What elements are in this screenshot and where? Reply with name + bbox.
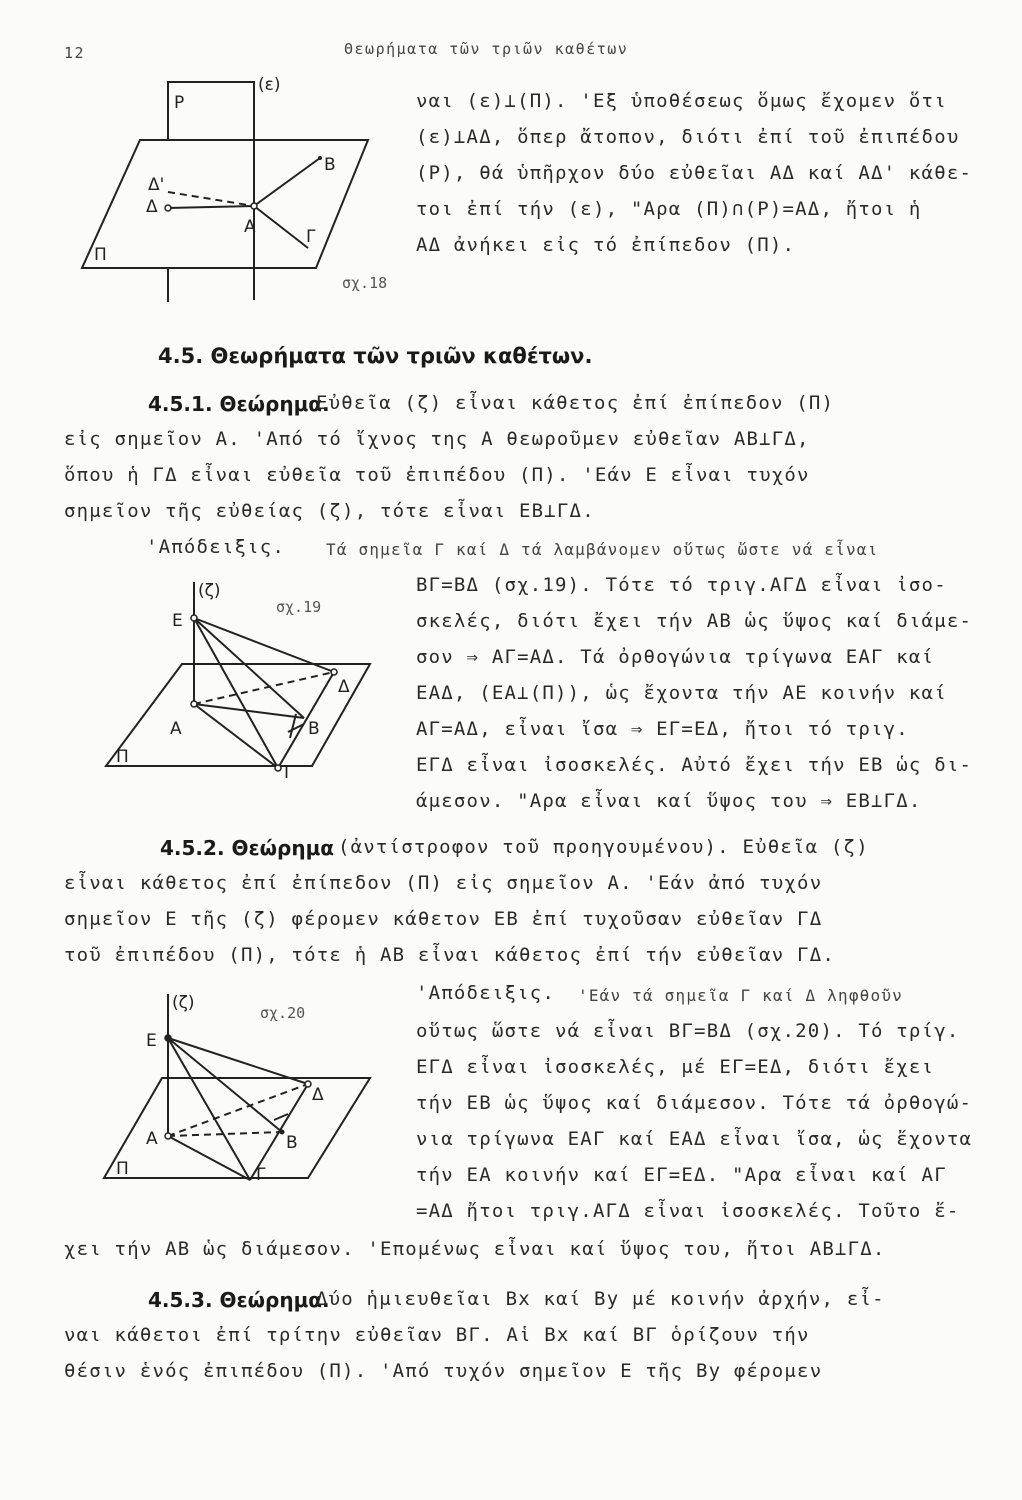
fig20-caption: σχ.20: [260, 1004, 306, 1022]
proof-451-line-6: ΕΓΔ εἶναι ἰσοσκελές. Αὐτό ἔχει τήν ΕΒ ὡς δι-: [416, 754, 973, 776]
fig18-label-g: Γ: [306, 227, 316, 247]
fig20-label-pi: Π: [116, 1159, 129, 1179]
theorem-452-line-4: τοῦ ἐπιπέδου (Π), τότε ἡ ΑΒ εἶναι κάθετος ἐπί τήν εὐθεῖαν ΓΔ.: [64, 944, 835, 966]
figure-20: [100, 990, 400, 1200]
theorem-451-line-1: Εὐθεῖα (ζ) εἶναι κάθετος ἐπί ἐπίπεδον (Π): [316, 392, 835, 414]
intro-line-1: ναι (ε)⊥(Π). 'Εξ ὑποθέσεως ὅμως ἔχομεν ὅτι: [416, 90, 947, 112]
theorem-451-heading: 4.5.1. Θεώρημα.: [148, 392, 330, 416]
fig18-label-p: Ρ: [174, 93, 185, 113]
fig18-plane-r: [168, 268, 254, 302]
fig19-label-pi: Π: [116, 747, 129, 767]
theorem-452-heading: 4.5.2. Θεώρημα: [160, 836, 335, 860]
fig18-label-b: Β: [324, 155, 336, 175]
intro-line-4: τοι ἐπί τήν (ε), "Αρα (Π)∩(Ρ)=ΑΔ, ἤτοι ἡ: [416, 198, 922, 220]
fig18-label-a: Α: [244, 217, 256, 237]
proof-451-first: Τά σημεῖα Γ καί Δ τά λαμβάνομεν οὕτως ὥστε νά εἶναι: [326, 540, 879, 559]
fig20-label-d: Δ: [312, 1085, 324, 1105]
proof-452-first: 'Εάν τά σημεῖα Γ καί Δ ληφθοῦν: [578, 986, 903, 1005]
theorem-452-line-3: σημεῖον Ε τῆς (ζ) φέρομεν κάθετον ΕΒ ἐπί τυχοῦσαν εὐθεῖαν ΓΔ: [64, 908, 823, 930]
proof-452-last: χει τήν ΑΒ ὡς διάμεσον. 'Επομένως εἶναι καί ὕψος του, ἤτοι ΑΒ⊥ΓΔ.: [64, 1238, 886, 1260]
fig20-label-z: (ζ): [172, 993, 195, 1013]
running-title: Θεωρήματα τῶν τριῶν καθέτων: [344, 40, 629, 58]
proof-451-line-7: άμεσον. "Αρα εἶναι καί ὕψος του ⇒ ΕΒ⊥ΓΔ.: [416, 790, 922, 812]
proof-452-line-1: οὕτως ὥστε νά εἶναι ΒΓ=ΒΔ (σχ.20). Τό τρίγ.: [416, 1020, 960, 1042]
proof-452-line-3: τήν ΕΒ ὡς ὕψος καί διάμεσον. Τότε τά ὀρθογώ-: [416, 1092, 973, 1114]
fig18-label-d: Δ: [146, 197, 158, 217]
theorem-453-line-2: ναι κάθετοι ἐπί τρίτην εὐθεῖαν ΒΓ. Αἱ Βx καί ΒΓ ὁρίζουν τήν: [64, 1324, 810, 1346]
theorem-453-line-1: Δύο ἡμιευθεῖαι Βx καί Βy μέ κοινήν ἀρχήν, εἶ-: [316, 1288, 885, 1310]
intro-line-3: (Ρ), θά ὑπῆρχον δύο εὐθεῖαι ΑΔ καί ΑΔ' κάθε-: [416, 162, 973, 184]
figure-18: [78, 72, 418, 312]
intro-line-2: (ε)⊥ΑΔ, ὅπερ ἄτοπον, διότι ἐπί τοῦ ἐπιπέδου: [416, 126, 960, 148]
figure-19: [100, 580, 400, 800]
theorem-452-line-1: (ἀντίστροφον τοῦ προηγουμένου). Εὐθεῖα (ζ): [338, 836, 869, 858]
proof-451-line-3: σον ⇒ ΑΓ=ΑΔ. Τά ὀρθογώνια τρίγωνα ΕΑΓ καί: [416, 646, 935, 668]
proof-451-line-2: σκελές, διότι ἔχει τήν ΑΒ ὡς ὕψος καί διάμε-: [416, 610, 973, 632]
fig19-label-z: (ζ): [198, 581, 221, 601]
proof-451-line-5: ΑΓ=ΑΔ, εἶναι ἴσα ⇒ ΕΓ=ΕΔ, ἤτοι τό τριγ.: [416, 718, 909, 740]
proof-452-label: 'Απόδειξις.: [416, 982, 556, 1004]
proof-451-label: 'Απόδειξις.: [146, 536, 286, 558]
fig18-label-e: (ε): [258, 75, 281, 95]
fig18-caption: σχ.18: [342, 274, 388, 292]
theorem-451-line-3: ὅπου ἡ ΓΔ εἶναι εὐθεῖα τοῦ ἐπιπέδου (Π). 'Εάν Ε εἶναι τυχόν: [64, 464, 810, 486]
proof-452-line-4: νια τρίγωνα ΕΑΓ καί ΕΑΔ εἶναι ἴσα, ὡς ἔχοντα: [416, 1128, 973, 1150]
fig19-caption: σχ.19: [276, 598, 322, 616]
fig19-label-e: Ε: [172, 611, 183, 631]
fig18-label-pi: Π: [94, 245, 107, 265]
intro-line-5: ΑΔ ἀνήκει εἰς τό ἐπίπεδον (Π).: [416, 234, 796, 256]
fig19-label-d: Δ: [338, 677, 350, 697]
proof-452-line-5: τήν ΕΑ κοινήν καί ΕΓ=ΕΔ. "Αρα εἶναι καί ΑΓ: [416, 1164, 947, 1186]
theorem-453-heading: 4.5.3. Θεώρημα.: [148, 1288, 330, 1312]
proof-451-line-1: ΒΓ=ΒΔ (σχ.19). Τότε τό τριγ.ΑΓΔ εἶναι ἰσο-: [416, 574, 947, 596]
theorem-451-line-4: σημεῖον τῆς εὐθείας (ζ), τότε εἶναι ΕΒ⊥ΓΔ.: [64, 500, 595, 522]
fig18-label-dprime: Δ': [148, 175, 165, 195]
fig20-label-g: Γ: [256, 1165, 266, 1185]
theorem-453-line-3: θέσιν ἑνός ἐπιπέδου (Π). 'Από τυχόν σημεῖον Ε τῆς Βy φέρομεν: [64, 1360, 823, 1382]
fig20-label-a: Α: [146, 1129, 158, 1149]
fig20-label-b: Β: [286, 1133, 298, 1153]
proof-451-line-4: ΕΑΔ, (ΕΑ⊥(Π)), ὡς ἔχοντα τήν ΑΕ κοινήν καί: [416, 682, 947, 704]
fig19-label-g: Γ: [284, 763, 294, 783]
theorem-451-line-2: εἰς σημεῖον Α. 'Από τό ἴχνος της Α θεωροῦμεν εὐθεῖαν ΑΒ⊥ΓΔ,: [64, 428, 810, 450]
section-title: 4.5. Θεωρήματα τῶν τριῶν καθέτων.: [158, 344, 593, 368]
fig19-label-b: Β: [308, 719, 320, 739]
fig20-label-e: Ε: [146, 1031, 157, 1051]
page-number: 12: [64, 44, 86, 62]
theorem-452-line-2: εἶναι κάθετος ἐπί ἐπίπεδον (Π) εἰς σημεῖον Α. 'Εάν ἀπό τυχόν: [64, 872, 823, 894]
proof-452-line-6: =ΑΔ ἤτοι τριγ.ΑΓΔ εἶναι ἰσοσκελές. Τοῦτο ἔ-: [416, 1200, 960, 1222]
fig19-label-a: Α: [170, 719, 182, 739]
proof-452-line-2: ΕΓΔ εἶναι ἰσοσκελές, μέ ΕΓ=ΕΔ, διότι ἔχει: [416, 1056, 935, 1078]
